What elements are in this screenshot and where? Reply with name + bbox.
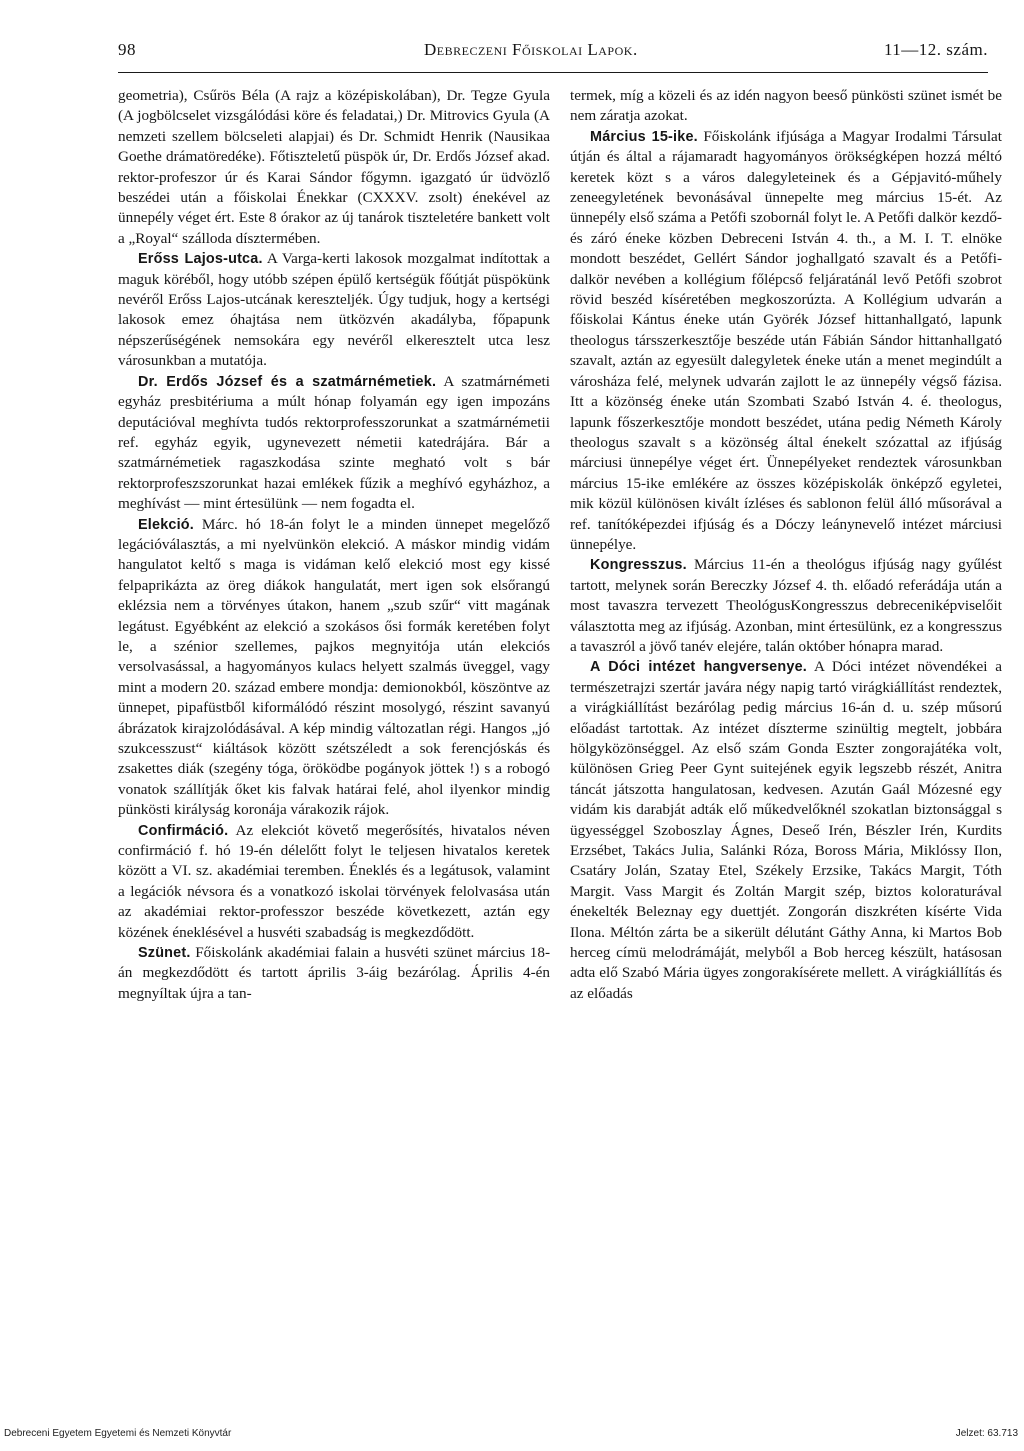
article-paragraph — [118, 515, 550, 821]
running-header — [118, 36, 988, 73]
left-column — [118, 86, 550, 1004]
paragraph-text: A Varga-kerti lakosok mozgalmat indítottak a maguk köréből, hogy utóbb szépen épülő kertségük főútját püspökünk nevéről Erőss Lajos-utcának kereszteljék. Úgy tudjuk, hogy a kertségi lakosok emez óhajtása nem ütközvén akadályba, főpapunk népszerűségének nemsokára egy nevéről elkeresztelt utca lesz városunkban a mutatója. — [118, 250, 550, 370]
paragraph-heading: A Dóci intézet hangversenye. — [590, 659, 807, 676]
paragraph-heading: Március 15-ike. — [590, 128, 698, 145]
paragraph-heading: Confirmáció. — [138, 822, 229, 839]
paragraph-text: termek, míg a közeli és az idén nagyon beeső pünkösti szünet ismét be nem záratja azokat. — [570, 87, 1002, 125]
paragraph-heading: Szünet. — [138, 945, 191, 962]
scan-footer — [0, 1428, 1024, 1446]
article-paragraph — [118, 249, 550, 371]
paragraph-heading: Kongresszus. — [590, 557, 687, 574]
paragraph-heading: Erőss Lajos-utca. — [138, 251, 263, 268]
paragraph-text: Márc. hó 18-án folyt le a minden ünnepet megelőző legációválasztás, a mi nyelvünkön elekció. A máskor mindig vidám hangulatot keltő s maga is vidáman kelő elekció most egy kissé felpaprikázta az öreg diákok hangulatát, mert igen sok elsőrangú eklézsia nem a törvényes útakon, hanem „szub szűr“ vitt magának legátust. Egyébként az elekció a szokásos ősi formák keretében folyt le, a szénior szellemes, pajkos megnyitója után elekciós versolvasással, a hagyományos kulacs helyett szalmás üveggel, vagy mint a modern 20. század embere mondja: demionokból, köszöntve az ünnepet, pipafüstből kiformálódó részint mosolygó, részint savanyú ábrázatok kirajzolódásával. A kép mindig változatlan régi. Hangos „jó szukcesszust“ kiáltások között szétszéledt a sok ferencjóskás és zsakettes diák (szegény tóga, öröködbe pogányok jöttek !) s a robogó vonatok szállítják őket kis falvak határai felé, ahol ilyenkor mindig pünkösti királyság koronája várakozik rájok. — [118, 515, 550, 819]
article-paragraph — [118, 372, 550, 515]
paragraph-heading: Dr. Erdős József és a szatmárnémetiek. — [138, 373, 437, 390]
paragraph-text: A szatmárnémeti egyház presbitériuma a múlt hónap folyamán egy igen impozáns deputációval meghívta tudós rektorprofesszorunkat a szatmárnémetii ref. egyház egyik, ugynevezett németii katedrájára. Bár a szatmárnémetiek ragaszkodása szinte megható volt s bár rektorprofeszszorunkat hazai emlékek fűzik a meghívó egyházhoz, a meghívást — mint értesülünk — nem fogadta el. — [118, 372, 550, 513]
issue-number: 11—12. szám. — [883, 40, 988, 59]
page-number: 98 — [118, 40, 136, 59]
paragraph-text: A Dóci intézet növendékei a természetrajzi szertár javára négy napig tartó virágkiállítást rendeztek, a virágkiállítást bezárólag pedig március 16-án d. u. szép műsorú előadást tartottak. Az intézet díszterme szinültig megtelt, jobbára hölgyközönséggel. Az első szám Gonda Eszter zongorajátéka volt, különösen Grieg Peer Gynt suitejének egyik legszebb részét, Anitra táncát játszotta hangulatosan, kedvesen. Azután Gaál Mózesné egy vidám kis darabját adták elő műkedvelőknél szokatlan biztonsággal s ügyességgel Szoboszlay Ágnes, Deseő Irén, Bészler Irén, Kurdits Erzsébet, Takács Julia, Salánki Róza, Boross Mária, Miklóssy Ilon, Csatáry Jolán, Szatay Etel, Székely Erzsike, Takács Margit, Tóth Margit. Vass Margit és Zoltán Margit szép, biztos koloraturával énekelték Beleznay egy duettjét. Zongorán diszkréten kísérte Vida Ilona. Méltón zárta be a sikerült délutánt Gáthy Anna, ki Martos Bob herceg címü melodrámáját, melyből a Bob herceg készült, hatásosan adta elő Szabó Mária ügyes zongorakísérete mellett. A virágkiállítás és az előadás — [570, 658, 1002, 1002]
shelfmark: Jelzet: 63.713 — [955, 1428, 1018, 1439]
article-paragraph — [570, 555, 1002, 657]
article-paragraph — [118, 943, 550, 1004]
right-column — [570, 86, 1002, 1004]
library-credit: Debreceni Egyetem Egyetemi és Nemzeti Könyvtár — [4, 1428, 232, 1439]
paragraph-text: Március 11-én a theológus ifjúság nagy gyűlést tartott, melynek során Bereczky József 4. th. előadó referádája után a most tavaszra tervezett TheológusKongresszus debreceniképviselőit választotta meg az ifjúság. Azonban, mint értesülünk, ez a kongresszus a tavaszról a jövő tanév elejére, talán október hónapra marad. — [570, 556, 1002, 655]
paragraph-text: Főiskolánk ifjúsága a Magyar Irodalmi Társulat útján és által a rájamaradt hagyományos örökségképen hozzá méltó keretek közt s a város dalegyleteinek és a Gépjavitó-műhely zeneegyletének bevonásával ünnepelte meg március 15-ét. Az ünnepély első száma a Petőfi szobornál folyt le. A Petőfi dalkör kezdő- és záró éneke közben Debreceni István 4. th., a M. I. T. elnöke mondott beszédet, Gellért Sándor joghallgató szavalt és a Petőfi-dalkör nevében a kollégium főlépcső feljáratánál levő Petőfi szobrot rövid beszéd kíséretében megkoszorúzta. A Kollégium udvarán a főiskolai Kántus éneke után Györék József hittanhallgató, lapunk theologus társszerkesztője beszéde után Fábián Sándor hittanhallgató szavalt, aztán az egyesült dalegyletek éneke után a menet megindúlt a városháza felé, melynek udvarán zajlott le az ünnepély végső fázisa. Itt a közönség éneke után Szombati Szabó István 4. é. theologus, lapunk főszerkesztője mondott beszédet, utána pedig Németh Károly theologus szavalt s a közönség által énekelt szózattal az ifjúság márciusi ünnepélye véget ért. Ünnepélyeket rendeztek városunkban március 15-ike emlékére az összes középiskolák önképző egyletei, mik közül különösen kivált ízléses és sablonon felül álló műsorával a ref. tanítóképezdei ifjúság és a Dóczy leánynevelő intézet márciusi ünnepélye. — [570, 127, 1002, 553]
journal-title: Debreczeni Főiskolai Lapok. — [424, 40, 638, 59]
paragraph-text: geometria), Csűrös Béla (A rajz a középiskolában), Dr. Tegze Gyula (A jogbölcselet vizsgálódási köre és feladatai,) Dr. Mitrovics Gyula (A nemzeti szellem bölcseleti alapjai) és Dr. Schmidt Henrik (Nausikaa Goethe drámatöredéke). Főtiszteletű püspök úr, Dr. Erdős József akad. rektor-profeszor úr és Karai Sándor főgymn. igazgató úr üdvözlő beszédei után a főiskolai Énekkar (CXXXV. zsolt) énekével az ünnepély véget ért. Este 8 órakor az új tanárok tiszteletére bankett volt a „Royal“ szálloda dísztermében. — [118, 87, 550, 247]
paragraph-heading: Elekció. — [138, 516, 194, 533]
article-paragraph — [570, 657, 1002, 1004]
article-paragraph — [570, 127, 1002, 556]
article-paragraph — [118, 86, 550, 249]
paragraph-text: Az elekciót követő megerősítés, hivatalos néven confirmáció f. hó 19-én délelőtt folyt le teljesen hivatalos keretek között a VI. sz. akadémiai teremben. Éneklés és a legátusok, valamint a legációk névsora és a vonatkozó iskolai törvények felolvasása után az akadémiai rektor-professzor beszéde következett, aztán egy közének éneklésével a husvéti szabadság is megkezdődött. — [118, 821, 550, 941]
article-paragraph — [118, 821, 550, 943]
paragraph-text: Főiskolánk akadémiai falain a husvéti szünet március 18-án megkezdődött és tartott április 3-áig bezárólag. Április 4-én megnyíltak újra a tan- — [118, 944, 550, 1002]
article-paragraph — [570, 86, 1002, 127]
